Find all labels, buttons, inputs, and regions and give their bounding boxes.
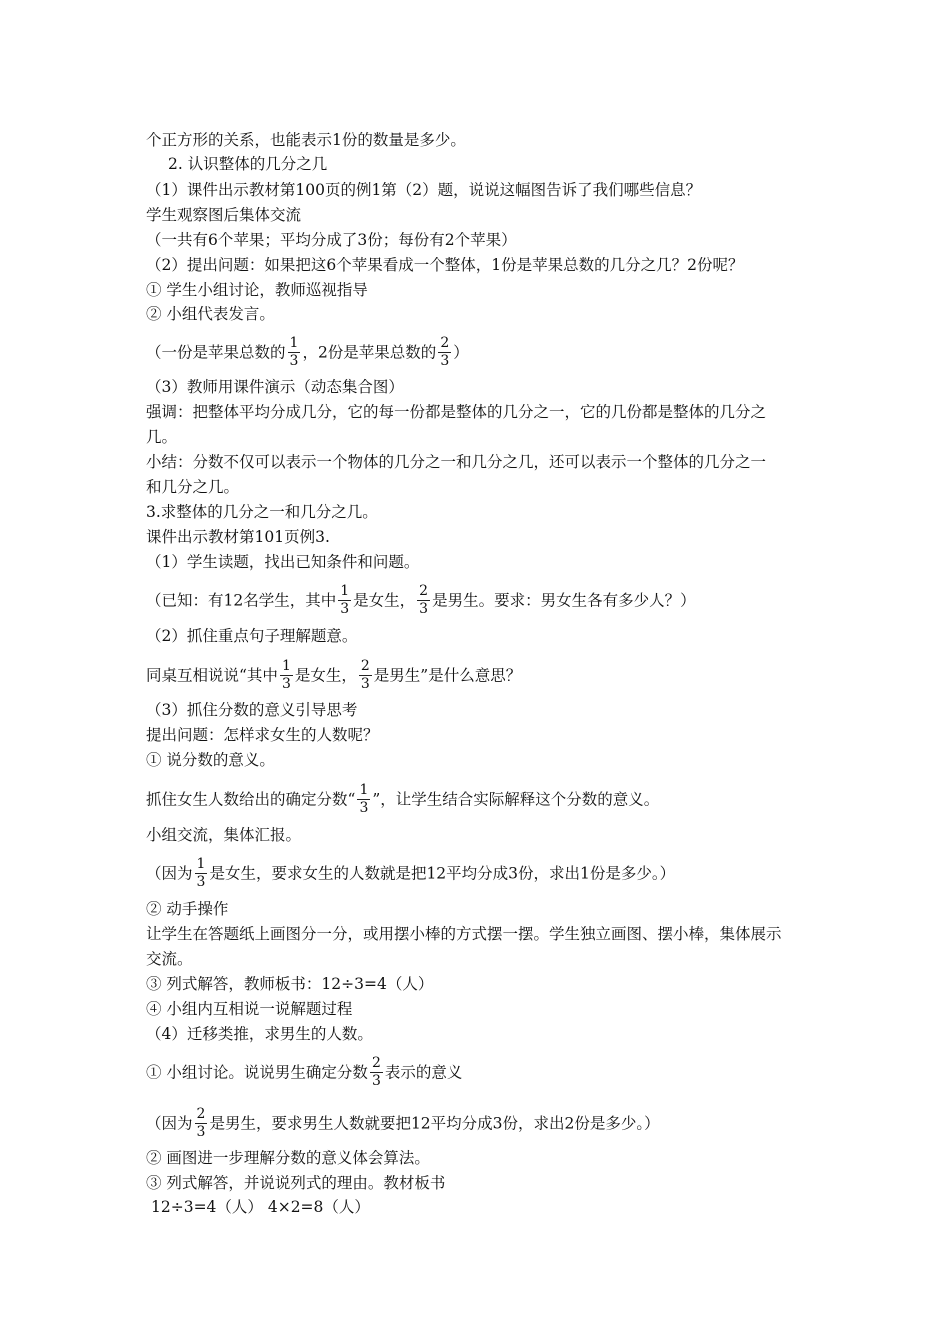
text-line: ① 学生小组讨论，教师巡视指导 [146,281,368,299]
text-line: 12÷3=4（人） 4×2=8（人） [151,1198,370,1216]
text-segment: 同桌互相说说“其中 [146,666,278,685]
fraction-numerator: 2 [419,583,429,599]
fraction-numerator: 1 [359,782,369,798]
text-line: （1）课件出示教材第100页的例1第（2）题，说说这幅图告诉了我们哪些信息？ [146,181,702,199]
fraction-one-third [280,658,293,693]
text-line-with-fractions [146,1107,660,1142]
text-line-with-fractions [146,584,696,619]
fraction-denominator: 3 [360,676,370,692]
text-line-with-fractions [146,783,659,818]
text-line: （2）提出问题：如果把这6个苹果看成一个整体，1份是苹果总数的几分之几？2份呢？ [146,256,744,274]
text-segment: 表示的意义 [384,1063,463,1082]
text-line: ③ 列式解答，并说说列式的理由。教材板书 [146,1174,446,1192]
text-line: 交流。 [146,950,193,968]
fraction-numerator: 2 [371,1055,381,1071]
text-segment: （一份是苹果总数的 [146,343,286,362]
text-line: 课件出示教材第101页例3. [146,528,330,546]
text-line: ② 小组代表发言。 [146,305,275,323]
text-segment: （因为 [146,864,193,883]
text-line-with-fractions [146,857,675,892]
text-line: 几。 [146,428,178,446]
text-line: 个正方形的关系，也能表示1份的数量是多少。 [146,131,466,149]
text-line-with-fractions [146,336,469,371]
text-line: 让学生在答题纸上画图分一分，或用摆小棒的方式摆一摆。学生独立画图、摆小棒，集体展示 [146,925,782,943]
text-segment: 是男生，要求男生人数就要把12平均分成3份，求出2份是多少。） [209,1114,660,1133]
fraction-two-thirds [195,1106,208,1141]
text-line: 小组交流，集体汇报。 [146,826,302,844]
text-line: 强调：把整体平均分成几分，它的每一份都是整体的几分之一，它的几份都是整体的几分之 [146,403,767,421]
text-segment: ） [453,343,469,362]
text-segment: （因为 [146,1114,193,1133]
fraction-numerator: 2 [360,658,370,674]
text-line: 学生观察图后集体交流 [146,206,302,224]
text-segment: （已知：有12名学生，其中 [146,591,337,610]
fraction-numerator: 1 [289,335,299,351]
fraction-denominator: 3 [196,1124,206,1140]
fraction-denominator: 3 [419,601,429,617]
fraction-denominator: 3 [371,1073,381,1089]
text-line: ③ 列式解答，教师板书：12÷3=4（人） [146,975,434,993]
fraction-one-third [357,782,370,817]
fraction-numerator: 1 [281,658,291,674]
text-segment: 是男生。要求：男女生各有多少人？） [432,591,696,610]
fraction-one-third [288,335,301,370]
text-line: （一共有6个苹果；平均分成了3份；每份有2个苹果） [146,231,517,249]
fraction-one-third [195,856,208,891]
fraction-numerator: 1 [196,856,206,872]
fraction-denominator: 3 [359,800,369,816]
text-segment: 是女生， [353,591,416,610]
text-segment: ”，让学生结合实际解释这个分数的意义。 [372,790,660,809]
text-line: （3）教师用课件演示（动态集合图） [146,378,404,396]
fraction-numerator: 1 [340,583,350,599]
fraction-numerator: 2 [196,1106,206,1122]
text-line-with-fractions [146,659,521,694]
fraction-two-thirds [370,1055,383,1090]
text-segment: 抓住女生人数给出的确定分数“ [146,790,356,809]
fraction-two-thirds [438,335,451,370]
text-line: ④ 小组内互相说一说解题过程 [146,1000,353,1018]
text-line: （4）迁移类推，求男生的人数。 [146,1025,373,1043]
text-line: （1）学生读题，找出已知条件和问题。 [146,553,420,571]
text-line: ① 说分数的意义。 [146,751,275,769]
text-segment: 是女生，要求女生的人数就是把12平均分成3份，求出1份是多少。） [209,864,676,883]
text-line-with-fractions [146,1056,462,1091]
text-segment: 是男生”是什么意思？ [373,666,522,685]
section-heading: 2. 认识整体的几分之几 [168,155,328,173]
fraction-two-thirds [417,583,430,618]
text-line: 小结：分数不仅可以表示一个物体的几分之一和几分之几，还可以表示一个整体的几分之一 [146,453,767,471]
text-line: ② 画图进一步理解分数的意义体会算法。 [146,1149,430,1167]
text-line: （2）抓住重点句子理解题意。 [146,627,358,645]
fraction-denominator: 3 [440,353,450,369]
section-heading: 3.求整体的几分之一和几分之几。 [146,503,378,521]
text-line: ② 动手操作 [146,900,229,918]
fraction-denominator: 3 [196,874,206,890]
fraction-two-thirds [359,658,372,693]
text-line: （3）抓住分数的意义引导思考 [146,701,358,719]
text-segment: ① 小组讨论。说说男生确定分数 [146,1063,368,1082]
text-line: 和几分之几。 [146,478,240,496]
fraction-denominator: 3 [289,353,299,369]
text-segment: ，2份是苹果总数的 [302,343,437,362]
fraction-denominator: 3 [340,601,350,617]
text-segment: 是女生， [294,666,357,685]
text-line: 提出问题：怎样求女生的人数呢？ [146,726,379,744]
fraction-numerator: 2 [440,335,450,351]
fraction-denominator: 3 [281,676,291,692]
fraction-one-third [338,583,351,618]
